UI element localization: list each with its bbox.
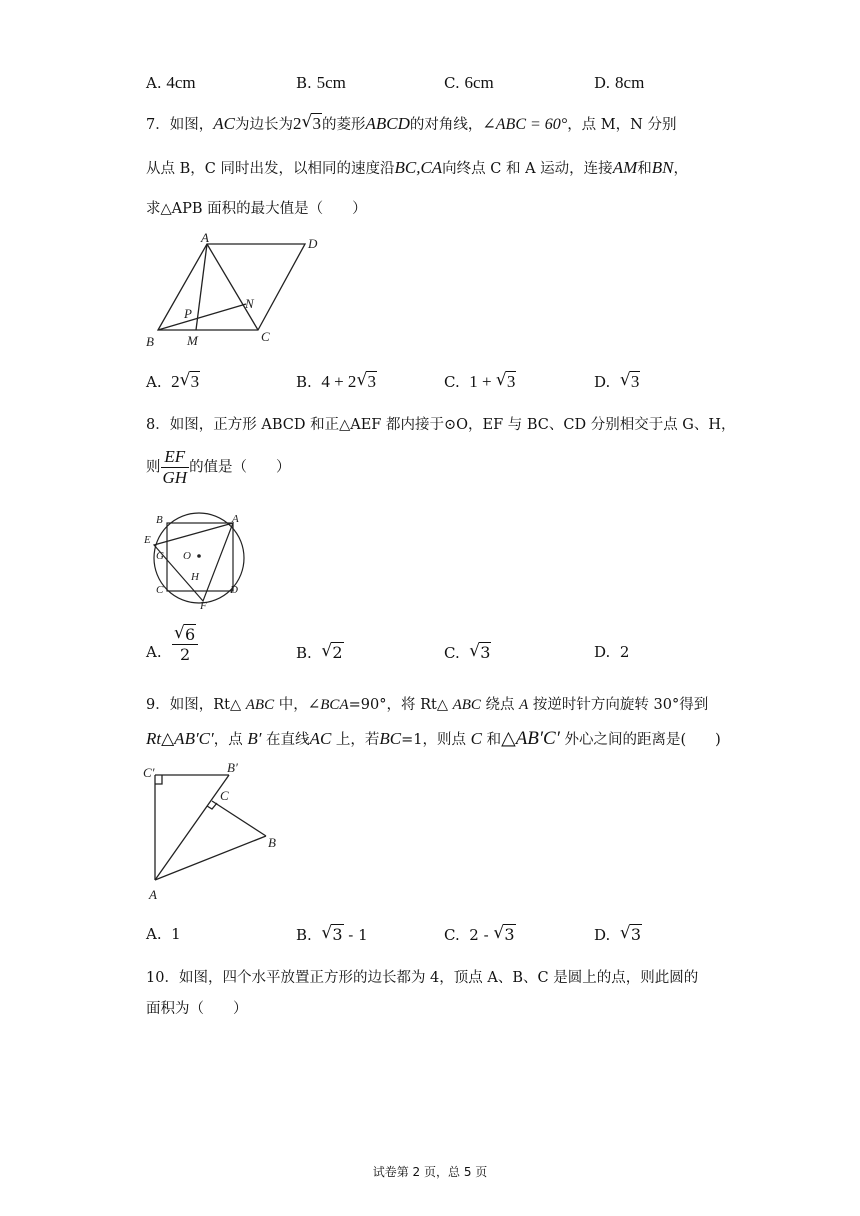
q8-option-d: D. 2 bbox=[594, 643, 630, 661]
page-footer: 试卷第 2 页，总 5 页 bbox=[372, 1165, 488, 1179]
q8-line-2: 则 $\frac{EF}{GH}$ 的值是（ ） bbox=[146, 447, 291, 487]
q6-option-a: A. 4cm bbox=[146, 73, 196, 92]
label-b: B bbox=[156, 514, 163, 526]
q9-line-1: 9．如图，Rt△ ABC 中，∠BCA=90°，将 Rt△ ABC 绕点 A 按逆时针方向旋转 30°得到 bbox=[146, 697, 709, 713]
label-bp: B′ bbox=[227, 760, 238, 775]
label-a: A bbox=[232, 513, 239, 525]
segment-a-bp bbox=[155, 775, 229, 880]
segment-c-b bbox=[212, 801, 266, 836]
label-e: E bbox=[144, 534, 151, 546]
sqrt-symbol: √ 3 bbox=[301, 114, 322, 134]
q9-option-b: B. √ 3 - 1 bbox=[296, 925, 368, 944]
q7-line-3: 求△APB 面积的最大值是（ ） bbox=[146, 201, 367, 217]
q7-figure-rhombus bbox=[140, 228, 340, 350]
q8-option-c: C. √ 3 bbox=[444, 643, 491, 662]
q8-line-1: 8．如图，正方形 ABCD 和正△AEF 都内接于⊙O，EF 与 BC、CD 分别相交于点 G、H， bbox=[146, 417, 736, 433]
center-dot bbox=[197, 554, 201, 558]
q6-option-d: D. 8cm bbox=[594, 73, 645, 92]
label-c: C bbox=[220, 788, 229, 803]
sqrt-symbol: √ 3 bbox=[493, 925, 515, 944]
label-b: B bbox=[268, 835, 276, 850]
label-a: A bbox=[201, 230, 209, 245]
q7-option-c: C. 1 + √ 3 bbox=[444, 372, 516, 392]
q7-option-d: D. √ 3 bbox=[594, 372, 640, 392]
label-o: O bbox=[183, 550, 191, 562]
q9-option-c: C. 2 - √ 3 bbox=[444, 925, 516, 944]
diagonal-ac bbox=[207, 244, 258, 330]
label-n: N bbox=[245, 296, 254, 311]
label-b: B bbox=[146, 334, 154, 349]
label-d: D bbox=[230, 584, 238, 596]
sqrt-symbol: √ 3 bbox=[469, 643, 491, 662]
sqrt-symbol: √ 3 bbox=[620, 372, 641, 392]
label-a: A bbox=[149, 887, 157, 902]
q10-line-1: 10．如图，四个水平放置正方形的边长都为 4，顶点 A、B、C 是圆上的点，则此圆的 bbox=[146, 970, 699, 986]
q7-option-a: A. 2√ 3 bbox=[146, 372, 200, 392]
sqrt-symbol: √ 6 bbox=[174, 625, 196, 644]
label-c: C bbox=[156, 584, 164, 596]
q7-line-1: 7．如图，AC为边长为2√ 3的菱形ABCD的对角线，∠ABC = 60°，点 M，N 分别 bbox=[146, 113, 676, 134]
sqrt-symbol: √ 3 bbox=[620, 925, 642, 944]
q9-option-d: D. √ 3 bbox=[594, 925, 642, 944]
rhombus-abcd bbox=[158, 244, 305, 330]
q7-option-b: B. 4 + 2√ 3 bbox=[296, 372, 377, 392]
label-d: D bbox=[308, 236, 318, 251]
q9-line-2: Rt△AB′C′，点 B′ 在直线AC 上，若BC=1，则点 C 和△AB′C′ 外心之间的距离是( ) bbox=[146, 728, 721, 749]
label-c: C bbox=[261, 329, 270, 344]
q6-option-c: C. 6cm bbox=[444, 73, 494, 92]
label-f: F bbox=[200, 600, 207, 612]
label-g: G bbox=[156, 550, 164, 562]
q9-figure-rotation bbox=[140, 760, 290, 910]
label-h: H bbox=[191, 571, 199, 583]
sqrt-symbol: √ 3 bbox=[180, 372, 201, 392]
q8-figure-circle-square bbox=[140, 508, 260, 614]
sqrt-symbol: √ 3 bbox=[356, 372, 377, 392]
q9-option-a: A. 1 bbox=[146, 925, 181, 943]
sqrt-symbol: √ 2 bbox=[321, 643, 343, 662]
q6-option-b: B. 5cm bbox=[296, 73, 346, 92]
fraction-sqrt6-over-2: √ $\frac{6}{2}$ bbox=[172, 625, 198, 664]
fraction-ef-gh: $\frac{EF}{GH}$ bbox=[162, 447, 188, 487]
label-p: P bbox=[184, 306, 192, 321]
label-cp: C′ bbox=[143, 765, 155, 780]
segment-a-b bbox=[155, 836, 266, 880]
sqrt-symbol: √ 3 bbox=[496, 372, 517, 392]
right-angle-cp bbox=[155, 775, 162, 784]
q8-option-b: B. √ 2 bbox=[296, 643, 344, 662]
q7-line-2: 从点 B，C 同时出发，以相同的速度沿BC,CA向终点 C 和 A 运动，连接AM和BN， bbox=[146, 158, 688, 177]
sqrt-symbol: √ 3 bbox=[321, 925, 343, 944]
label-m: M bbox=[187, 333, 198, 348]
q10-line-2: 面积为（ ） bbox=[146, 1001, 248, 1017]
